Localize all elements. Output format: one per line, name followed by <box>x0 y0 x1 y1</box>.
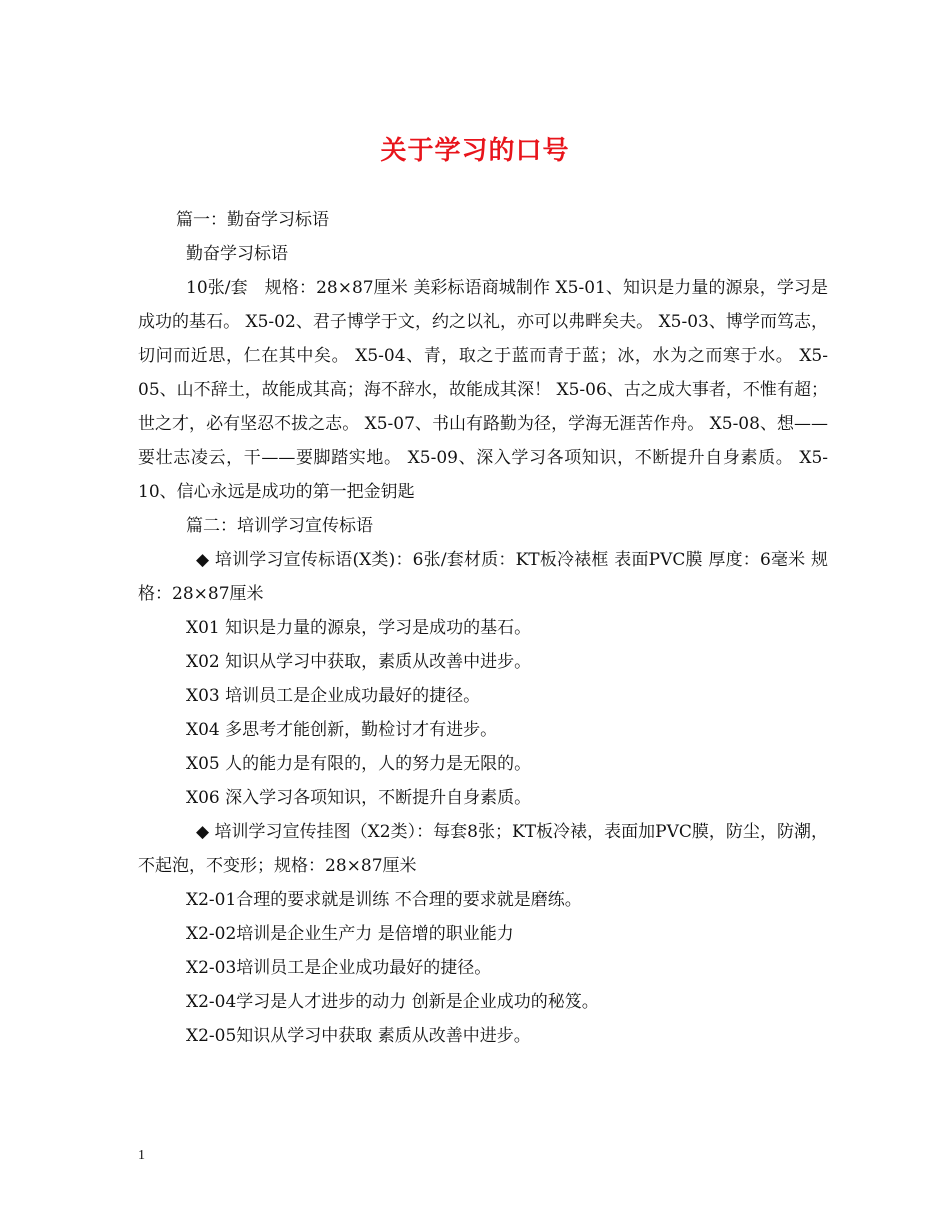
list-item: X04 多思考才能创新，勤检讨才有进步。 <box>186 720 498 740</box>
list-item: X06 深入学习各项知识，不断提升自身素质。 <box>186 788 532 808</box>
paragraph: 勤奋学习标语 <box>186 244 288 264</box>
list-item: X01 知识是力量的源泉，学习是成功的基石。 <box>186 618 532 638</box>
document-body <box>138 203 828 1053</box>
list-item: X03 培训员工是企业成功最好的捷径。 <box>186 686 481 706</box>
section-heading-1: 篇一：勤奋学习标语 <box>176 210 329 230</box>
list-item: X05 人的能力是有限的，人的努力是无限的。 <box>186 754 532 774</box>
list-item: X02 知识从学习中获取，素质从改善中进步。 <box>186 652 532 672</box>
page-number: 1 <box>138 1148 145 1163</box>
list-item: X2-04学习是人才进步的动力 创新是企业成功的秘笈。 <box>186 992 599 1012</box>
list-item: X2-05知识从学习中获取 素质从改善中进步。 <box>186 1026 531 1046</box>
section-heading-2: 篇二：培训学习宣传标语 <box>186 516 373 536</box>
bullet-paragraph: ◆ 培训学习宣传挂图（X2类）：每套8张；KT板冷裱，表面加PVC膜，防尘，防潮，不起泡，不变形；规格：28×87厘米 <box>138 822 828 876</box>
paragraph: 10张/套 规格：28×87厘米 美彩标语商城制作 X5-01、知识是力量的源泉，学习是成功的基石。 X5-02、君子博学于文，约之以礼，亦可以弗畔矣夫。 X5-03、博学而笃志，切问而近思，仁在其中矣。 X5-04、青，取之于蓝而青于蓝；冰，水为之而寒于水。 X5-05、山不辞土，故能成其高；海不辞水，故能成其深！ X5-06、古之成大事者，不惟有超；世之才，必有坚忍不拔之志。 X5-07、书山有路勤为径，学海无涯苦作舟。 X5-08、想——要壮志凌云，干——要脚踏实地。 X5-09、深入学习各项知识，不断提升自身素质。 X5-10、信心永远是成功的第一把金钥匙 <box>138 278 828 502</box>
list-item: X2-01合理的要求就是训练 不合理的要求就是磨练。 <box>186 890 582 910</box>
list-item: X2-02培训是企业生产力 是倍增的职业能力 <box>186 924 514 944</box>
document-title: 关于学习的口号 <box>380 136 570 166</box>
list-item: X2-03培训员工是企业成功最好的捷径。 <box>186 958 492 978</box>
bullet-paragraph: ◆ 培训学习宣传标语(X类)：6张/套材质：KT板冷裱框 表面PVC膜 厚度：6毫米 规格：28×87厘米 <box>138 550 828 604</box>
